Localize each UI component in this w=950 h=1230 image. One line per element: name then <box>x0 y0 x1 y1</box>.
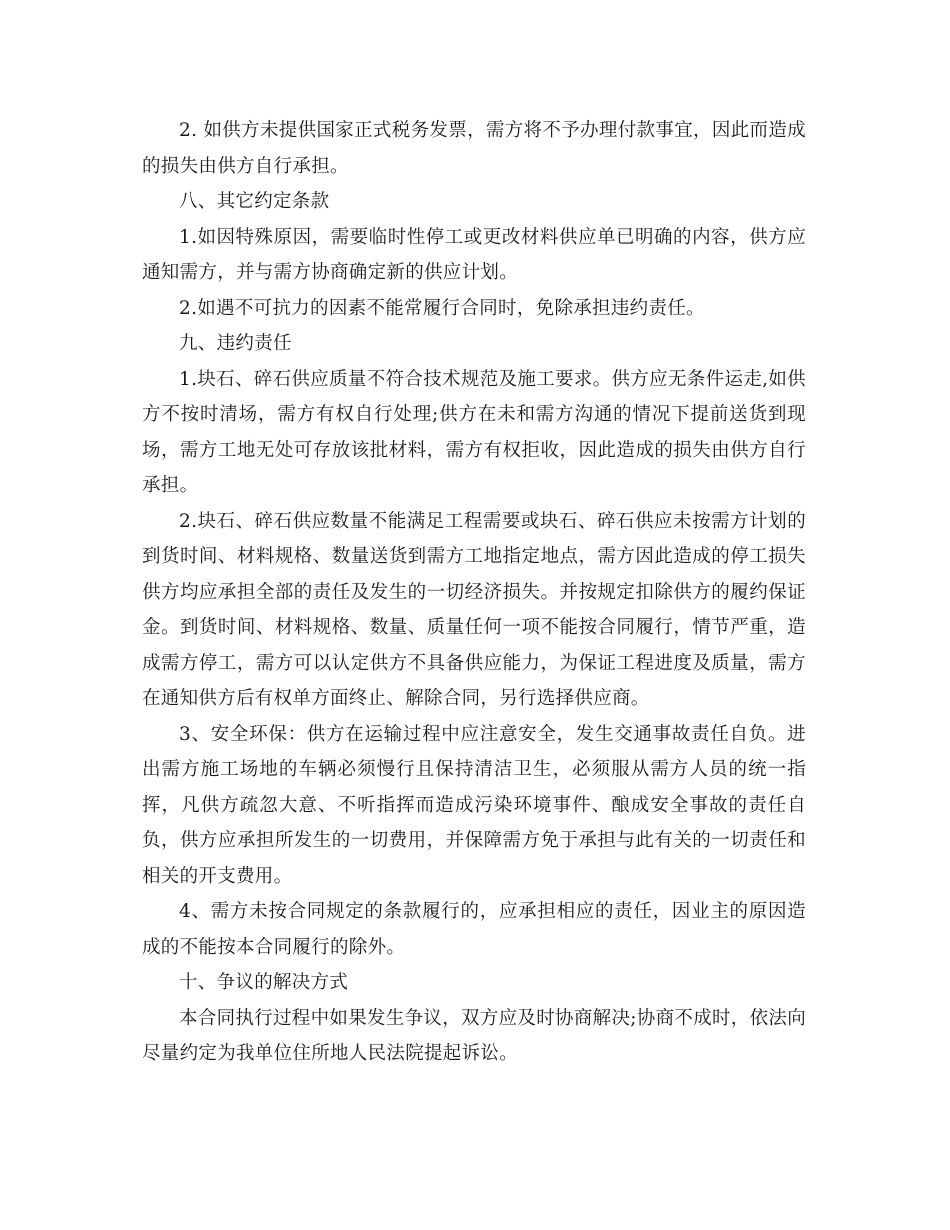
clause-quantity-paragraph: 2.块石、碎石供应数量不能满足工程需要或块石、碎石供应未按需方计划的到货时间、材料规格、数量送货到需方工地指定地点，需方因此造成的停工损失供方均应承担全部的责任及发生的一切经济损失。并按规定扣除供方的履约保证金。到货时间、材料规格、数量、质量任何一项不能按合同履行，情节严重，造成需方停工，需方可以认定供方不具备供应能力，为保证工程进度及质量，需方在通知供方后有权单方面终止、解除合同，另行选择供应商。 <box>142 510 806 709</box>
clause-special-reasons-paragraph: 1.如因特殊原因，需要临时性停工或更改材料供应单已明确的内容，供方应通知需方，并与需方协商确定新的供应计划。 <box>142 226 806 283</box>
section-heading-liability: 九、违约责任 <box>179 333 292 354</box>
clause-safety-paragraph: 3、安全环保：供方在运输过程中应注意安全，发生交通事故责任自负。进出需方施工场地的车辆必须慢行且保持清洁卫生，必须服从需方人员的统一指挥，凡供方疏忽大意、不听指挥而造成污染环境事件、酿成安全事故的责任自负，供方应承担所发生的一切费用，并保障需方免于承担与此有关的一切责任和相关的开支费用。 <box>142 723 806 887</box>
document-body <box>142 113 806 1072</box>
clause-invoice-paragraph: 2. 如供方未提供国家正式税务发票，需方将不予办理付款事宜，因此而造成的损失由供方自行承担。 <box>142 120 806 177</box>
clause-quality-paragraph: 1.块石、碎石供应质量不符合技术规范及施工要求。供方应无条件运走,如供方不按时清场，需方有权自行处理;供方在未和需方沟通的情况下提前送货到现场，需方工地无处可存放该批材料，需方有权拒收，因此造成的损失由供方自行承担。 <box>142 368 806 496</box>
clause-force-majeure-paragraph: 2.如遇不可抗力的因素不能常履行合同时，免除承担违约责任。 <box>179 297 705 319</box>
clause-dispute-paragraph: 本合同执行过程中如果发生争议，双方应及时协商解决;协商不成时，依法向尽量约定为我单位住所地人民法院提起诉讼。 <box>142 1007 806 1064</box>
clause-buyer-breach-paragraph: 4、需方未按合同规定的条款履行的，应承担相应的责任，因业主的原因造成的不能按本合同履行的除外。 <box>142 901 806 958</box>
section-heading-dispute: 十、争议的解决方式 <box>179 972 349 993</box>
section-heading-other-terms: 八、其它约定条款 <box>179 191 330 212</box>
